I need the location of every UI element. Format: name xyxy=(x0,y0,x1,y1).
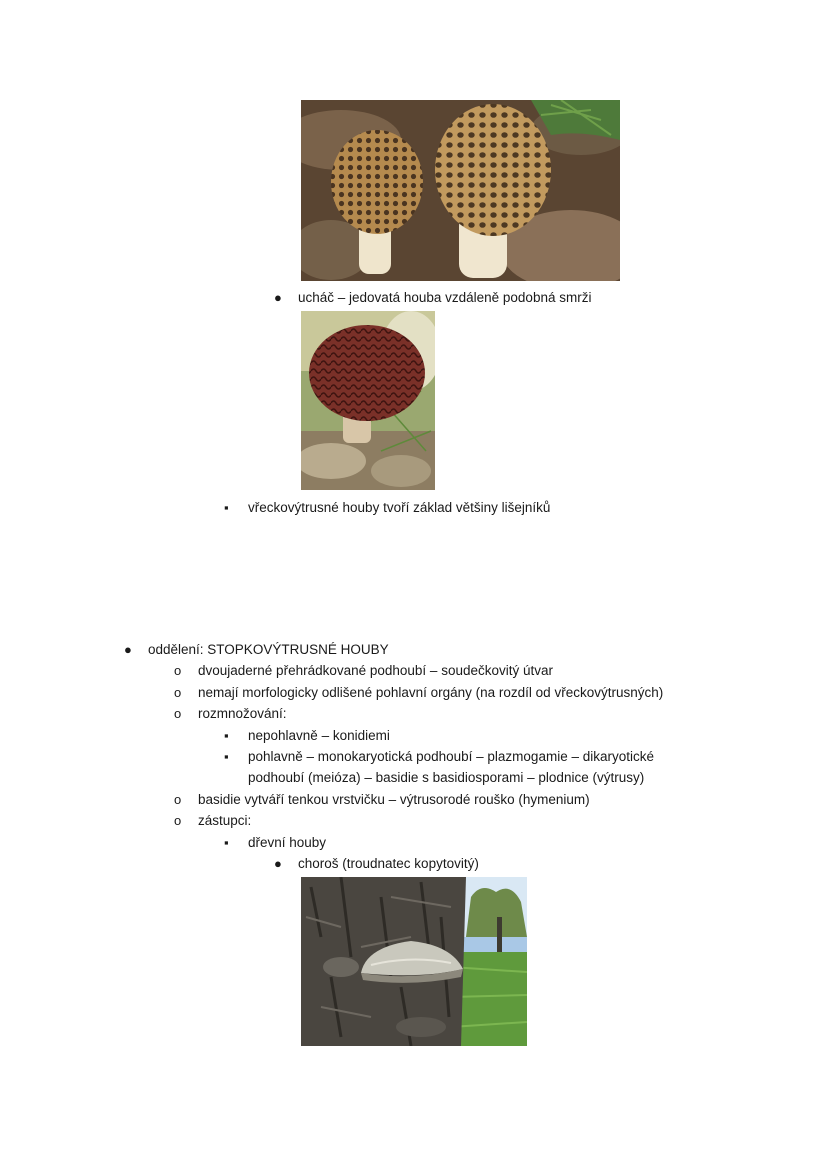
item-wood-fungi: dřevní houby xyxy=(248,835,327,850)
item-sexual-line-1: pohlavně – monokaryotická podhoubí – plazmogamie – dikaryotické xyxy=(248,749,654,764)
bullet-circle: o xyxy=(174,685,182,700)
item-division: oddělení: STOPKOVÝTRUSNÉ HOUBY xyxy=(148,642,389,657)
bullet-circle: o xyxy=(174,792,182,807)
bullet-square: ▪ xyxy=(224,835,229,850)
false-morel-photo xyxy=(301,311,435,490)
item-organs: nemají morfologicky odlišené pohlavní orgány (na rozdíl od vřeckovýtrusných) xyxy=(198,685,664,700)
item-hyphae: dvoujaderné přehrádkované podhoubí – soudečkovitý útvar xyxy=(198,663,553,678)
bullet-disc: ● xyxy=(274,290,282,305)
bullet-circle: o xyxy=(174,813,182,828)
bullet-circle: o xyxy=(174,663,182,678)
item-asexual: nepohlavně – konidiemi xyxy=(248,728,390,743)
item-choros: choroš (troudnatec kopytovitý) xyxy=(298,856,479,871)
bullet-disc: ● xyxy=(274,856,282,871)
item-reproduction: rozmnožování: xyxy=(198,706,287,721)
item-lichen: vřeckovýtrusné houby tvoří základ většiny lišejníků xyxy=(248,500,551,515)
bullet-square: ▪ xyxy=(224,749,229,764)
bullet-disc: ● xyxy=(124,642,132,657)
bullet-square: ▪ xyxy=(224,500,229,515)
bracket-fungus-photo xyxy=(301,877,527,1046)
item-uchac: ucháč – jedovatá houba vzdáleně podobná smrži xyxy=(298,290,592,305)
bullet-square: ▪ xyxy=(224,728,229,743)
morel-photo xyxy=(301,100,620,281)
item-representatives: zástupci: xyxy=(198,813,252,828)
item-sexual-line-2: podhoubí (meióza) – basidie s basidiosporami – plodnice (výtrusy) xyxy=(248,770,645,785)
bullet-circle: o xyxy=(174,706,182,721)
item-hymenium: basidie vytváří tenkou vrstvičku – výtrusorodé rouško (hymenium) xyxy=(198,792,590,807)
